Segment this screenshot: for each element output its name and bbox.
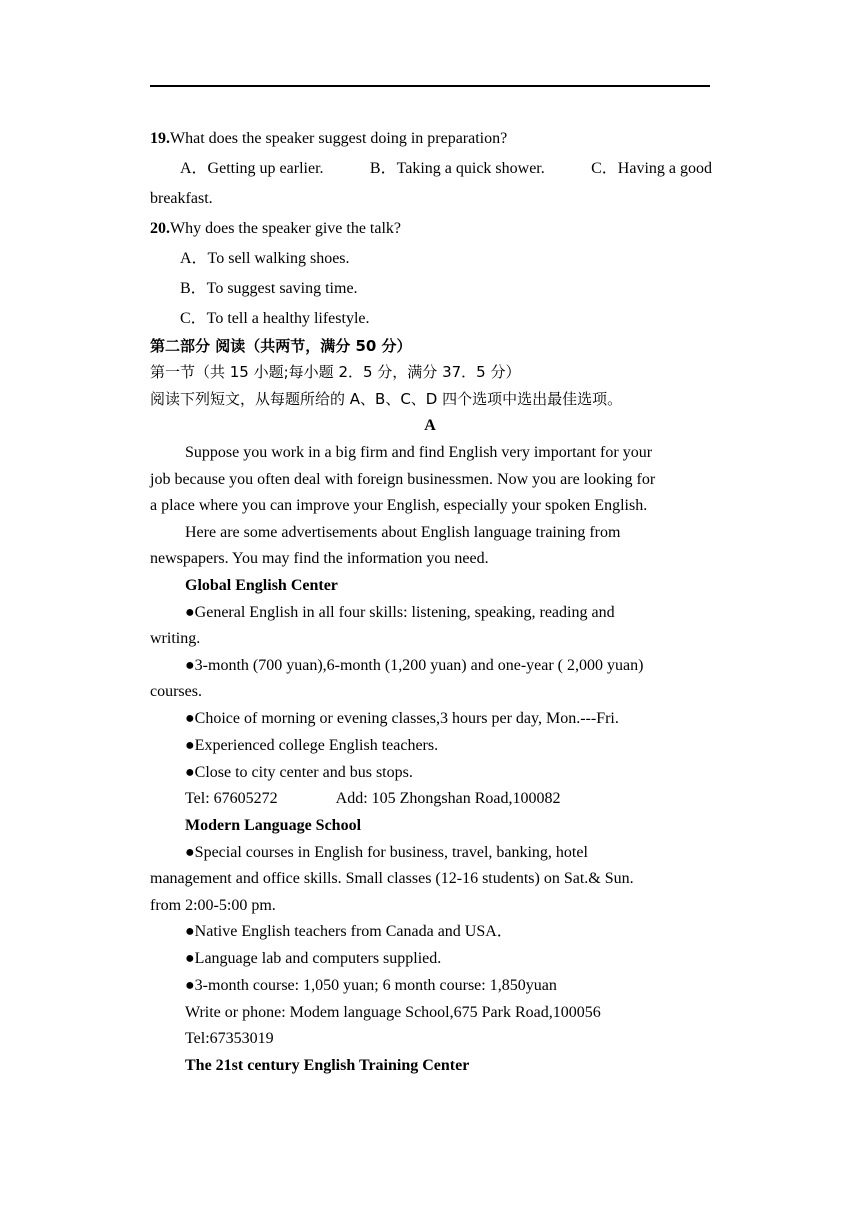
question-text: Why does the speaker give the talk? <box>170 220 402 237</box>
ad-title: Modern Language School <box>185 817 362 834</box>
ad-tel: Tel: 67605272 <box>185 790 278 807</box>
ad-bullet-continued: courses. <box>150 683 202 700</box>
option-a: A．Getting up earlier. <box>180 160 324 177</box>
ad-bullet: ●Special courses in English for business, travel, banking, hotel <box>185 844 588 861</box>
question-text: What does the speaker suggest doing in preparation? <box>170 130 508 147</box>
ad-title: The 21st century English Training Center <box>185 1057 470 1074</box>
ad-contact <box>185 789 747 809</box>
ad-bullet-continued: writing. <box>150 630 201 647</box>
passage-line: newspapers. You may find the information you need. <box>150 550 489 567</box>
ad-bullet: ●Native English teachers from Canada and USA． <box>185 923 513 940</box>
ad-bullet: ●Close to city center and bus stops. <box>185 764 413 781</box>
ad-bullet: ●General English in all four skills: listening, speaking, reading and <box>185 604 615 621</box>
ad-bullet: ●Language lab and computers supplied. <box>185 950 442 967</box>
ad-bullet: ●Choice of morning or evening classes,3 hours per day, Mon.---Fri. <box>185 710 619 727</box>
option-a: A．To sell walking shoes. <box>180 250 350 267</box>
ad-address: Add: 105 Zhongshan Road,100082 <box>335 790 561 807</box>
option-b: B．To suggest saving time. <box>180 280 358 297</box>
question-number: 19. <box>150 130 170 147</box>
passage-line: job because you often deal with foreign businessmen. Now you are looking for <box>150 471 656 488</box>
ad-contact: Write or phone: Modem language School,675 Park Road,100056 <box>185 1004 601 1021</box>
ad-bullet-continued: management and office skills. Small classes (12-16 students) on Sat.& Sun. <box>150 870 634 887</box>
passage-line: Suppose you work in a big firm and find English very important for your <box>185 444 653 461</box>
question-20 <box>150 219 712 239</box>
question-19 <box>150 129 712 149</box>
passage-line: a place where you can improve your English, especially your spoken English. <box>150 497 648 514</box>
question-number: 20. <box>150 220 170 237</box>
question-19-options <box>180 159 712 179</box>
passage-line: Here are some advertisements about English language training from <box>185 524 621 541</box>
ad-title: Global English Center <box>185 577 338 594</box>
part-heading: 第二部分 阅读（共两节，满分 50 分） <box>150 337 412 355</box>
section-heading: 第一节（共 15 小题;每小题 2．5 分，满分 37．5 分） <box>150 363 521 381</box>
ad-tel: Tel:67353019 <box>185 1030 274 1047</box>
ad-bullet-continued: from 2:00-5:00 pm. <box>150 897 276 914</box>
option-c: C．Having a good <box>591 160 712 177</box>
ad-bullet: ●3-month course: 1,050 yuan; 6 month course: 1,850yuan <box>185 977 557 994</box>
option-c: C．To tell a healthy lifestyle. <box>180 310 370 327</box>
ad-bullet: ●3-month (700 yuan),6-month (1,200 yuan) and one-year ( 2,000 yuan) <box>185 657 644 674</box>
ad-bullet: ●Experienced college English teachers. <box>185 737 439 754</box>
option-b: B．Taking a quick shower. <box>369 160 545 177</box>
passage-letter: A <box>424 417 436 434</box>
option-c-continued: breakfast. <box>150 190 213 207</box>
instruction: 阅读下列短文，从每题所给的 A、B、C、D 四个选项中选出最佳选项。 <box>150 390 623 408</box>
header-rule <box>150 85 710 87</box>
